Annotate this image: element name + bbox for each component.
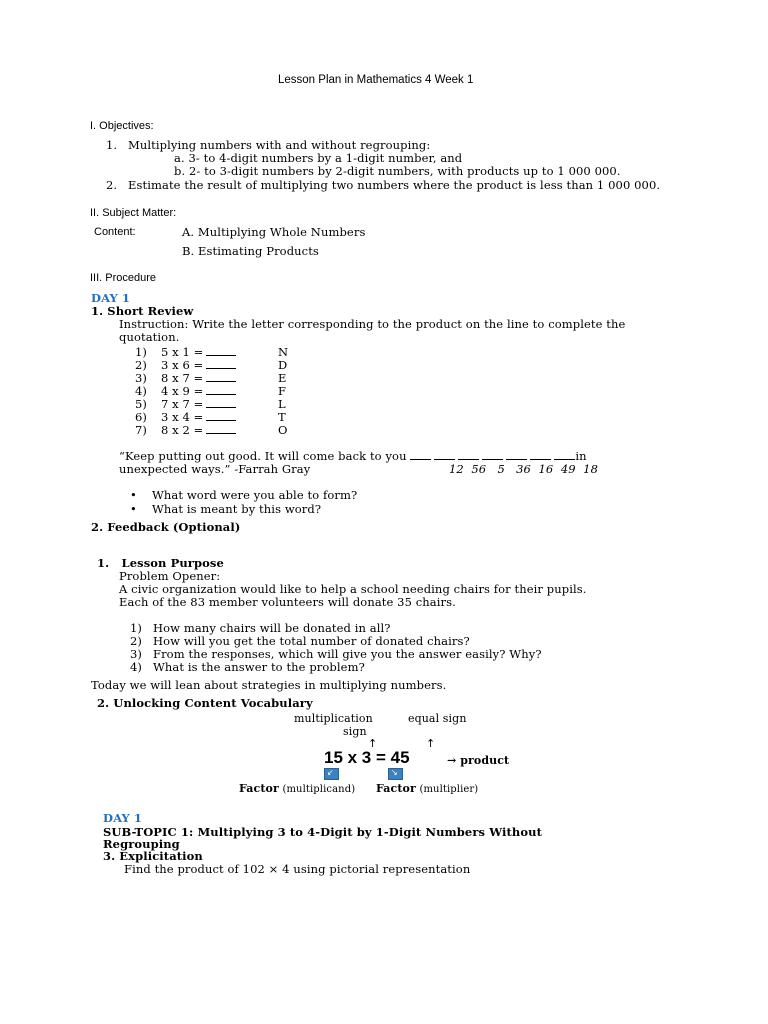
question-number: 3) — [130, 647, 143, 661]
up-arrow-icon: ↑ — [426, 737, 436, 750]
problem-number: 3) — [135, 371, 148, 385]
vocabulary-figure — [236, 710, 536, 800]
vocab-label: sign — [343, 725, 367, 738]
problem-expression: 3 x 4 = — [161, 410, 204, 424]
content-item: A. Multiplying Whole Numbers — [182, 225, 366, 239]
objective-item: Multiplying numbers with and without regrouping: — [128, 138, 431, 152]
section-heading: 2. Feedback (Optional) — [91, 520, 241, 534]
factor-title: Factor — [376, 782, 416, 795]
problem-number: 7) — [135, 423, 148, 437]
answer-blank — [206, 372, 236, 382]
problem-expression: 8 x 2 = — [161, 423, 204, 437]
quote-text: unexpected ways.” -Farrah Gray — [119, 462, 311, 476]
question-text: From the responses, which will give you the answer easily? Why? — [153, 647, 542, 661]
down-arrow-icon: ↘ — [388, 768, 403, 780]
page-title: Lesson Plan in Mathematics 4 Week 1 — [278, 74, 474, 86]
quote-blank — [434, 450, 455, 460]
problem-number: 6) — [135, 410, 148, 424]
content-label: Content: — [94, 226, 136, 238]
vocab-equation: 15 x 3 = 45 — [324, 748, 410, 767]
vocab-label: equal sign — [408, 712, 467, 725]
problem-letter: L — [278, 397, 286, 411]
answer-blank — [206, 424, 236, 434]
problem-expression: 7 x 7 = — [161, 397, 204, 411]
quote-blank — [530, 450, 551, 460]
objective-subitem: b. 2- to 3-digit numbers by 2-digit numbers, with products up to 1 000 000. — [174, 164, 621, 178]
question-text: What is the answer to the problem? — [153, 660, 365, 674]
answer-blank — [206, 359, 236, 369]
bullet-question: • What is meant by this word? — [152, 502, 321, 516]
content-item: B. Estimating Products — [182, 244, 319, 258]
section-heading: 1. Short Review — [91, 304, 194, 318]
quote-line — [119, 449, 587, 463]
quote-blank — [410, 450, 431, 460]
problem-opener-label: Problem Opener: — [119, 569, 221, 583]
objectives-heading: I. Objectives: — [90, 120, 154, 132]
problem-letter: T — [278, 410, 286, 424]
problem-number: 2) — [135, 358, 148, 372]
vocab-label: → product — [447, 754, 510, 767]
day-label: DAY 1 — [91, 291, 131, 305]
problem-letter: N — [278, 345, 289, 359]
question-text: How will you get the total number of donated chairs? — [153, 634, 470, 648]
quote-text: “Keep putting out good. It will come back to you — [119, 449, 407, 463]
quote-blank — [506, 450, 527, 460]
opener-text: A civic organization would like to help a school needing chairs for their pupils. — [119, 582, 587, 596]
problem-letter: E — [278, 371, 287, 385]
opener-text: Each of the 83 member volunteers will donate 35 chairs. — [119, 595, 456, 609]
objective-item: Estimate the result of multiplying two numbers where the product is less than 1 000 000. — [128, 178, 661, 192]
quote-blank — [482, 450, 503, 460]
day-label: DAY 1 — [103, 811, 143, 825]
vocab-label: multiplication — [294, 712, 373, 725]
problem-number: 1) — [135, 345, 148, 359]
answer-blank — [206, 398, 236, 408]
quote-blank — [458, 450, 479, 460]
objective-number: 2. — [106, 178, 118, 192]
factor-note: (multiplier) — [419, 784, 479, 795]
answer-blank — [206, 385, 236, 395]
subject-heading: II. Subject Matter: — [90, 207, 177, 219]
explicitation-text: Find the product of 102 × 4 using pictorial representation — [124, 862, 471, 876]
instruction-text: Instruction: Write the letter corresponding to the product on the line to complete the — [119, 317, 626, 331]
today-text: Today we will lean about strategies in multiplying numbers. — [91, 678, 447, 692]
problem-number: 5) — [135, 397, 148, 411]
answer-blank — [206, 411, 236, 421]
factor-title: Factor — [239, 782, 279, 795]
factor-note: (multiplicand) — [282, 784, 356, 795]
instruction-text: quotation. — [119, 330, 180, 344]
procedure-heading: III. Procedure — [90, 272, 157, 284]
question-number: 1) — [130, 621, 143, 635]
subtopic-title: SUB-TOPIC 1: Multiplying 3 to 4-Digit by 1-Digit Numbers Without — [103, 825, 542, 839]
objective-number: 1. — [106, 138, 118, 152]
section-heading: 3. Explicitation — [103, 849, 203, 863]
problem-number: 4) — [135, 384, 148, 398]
factor-label — [239, 782, 355, 795]
factor-label — [376, 782, 478, 795]
up-arrow-icon: ↑ — [368, 737, 378, 750]
problem-letter: D — [278, 358, 288, 372]
subtopic-title: Regrouping — [103, 837, 180, 851]
problem-expression: 3 x 6 = — [161, 358, 204, 372]
question-number: 2) — [130, 634, 143, 648]
bullet-question: • What word were you able to form? — [152, 488, 357, 502]
section-heading: 2. Unlocking Content Vocabulary — [97, 696, 313, 710]
down-arrow-icon: ↙ — [324, 768, 339, 780]
quote-blank — [554, 450, 575, 460]
problem-letter: F — [278, 384, 287, 398]
problem-letter: O — [278, 423, 288, 437]
problem-expression: 8 x 7 = — [161, 371, 204, 385]
problem-expression: 5 x 1 = — [161, 345, 204, 359]
quote-codes: 12 56 5 36 16 49 18 — [449, 462, 598, 476]
answer-blank — [206, 346, 236, 356]
objective-subitem: a. 3- to 4-digit numbers by a 1-digit number, and — [174, 151, 463, 165]
section-heading: 1. Lesson Purpose — [97, 556, 224, 570]
question-text: How many chairs will be donated in all? — [153, 621, 391, 635]
question-number: 4) — [130, 660, 143, 674]
problem-expression: 4 x 9 = — [161, 384, 204, 398]
quote-text: in — [575, 449, 587, 463]
